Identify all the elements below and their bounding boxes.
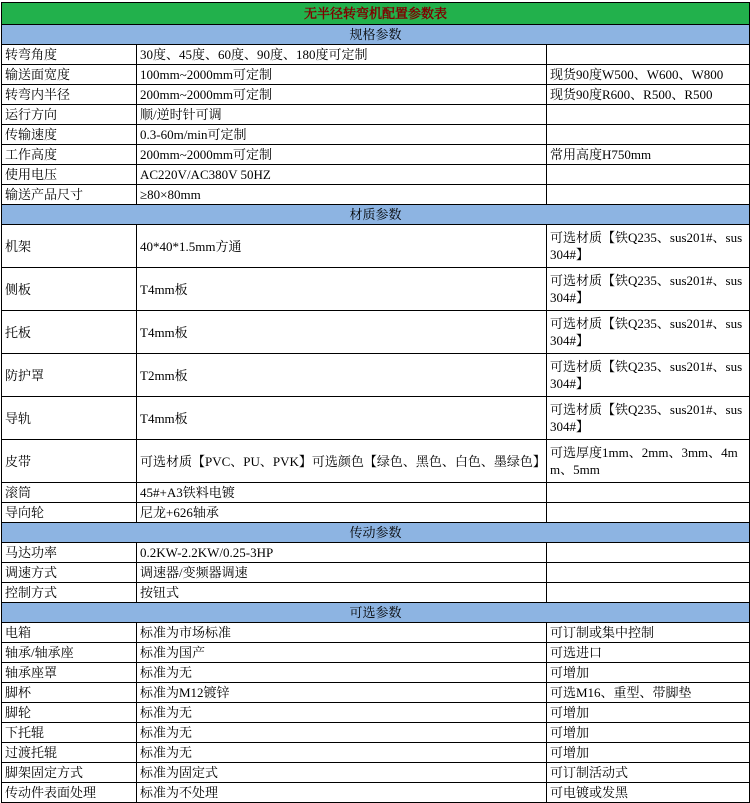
param-value-cell: T4mm板 <box>137 311 547 354</box>
param-note-cell: 可订制或集中控制 <box>547 623 750 643</box>
table-title: 无半径转弯机配置参数表 <box>2 3 750 25</box>
table-row <box>2 483 750 503</box>
param-value-cell: 按钮式 <box>137 583 547 603</box>
param-name-cell: 传输速度 <box>2 125 137 145</box>
param-value-cell: 0.2KW-2.2KW/0.25-3HP <box>137 543 547 563</box>
param-name-cell: 导轨 <box>2 397 137 440</box>
param-note-cell: 可选厚度1mm、2mm、3mm、4mm、5mm <box>547 440 750 483</box>
param-note-cell: 可选M16、重型、带脚垫 <box>547 683 750 703</box>
param-note-cell: 现货90度W500、W600、W800 <box>547 65 750 85</box>
param-note-cell <box>547 483 750 503</box>
param-value-cell: 200mm~2000mm可定制 <box>137 145 547 165</box>
table-row <box>2 683 750 703</box>
table-row <box>2 503 750 523</box>
param-note-cell: 可电镀或发黑 <box>547 783 750 803</box>
param-name-cell: 滚筒 <box>2 483 137 503</box>
param-value-cell: 40*40*1.5mm方通 <box>137 225 547 268</box>
param-name-cell: 托板 <box>2 311 137 354</box>
param-name-cell: 脚杯 <box>2 683 137 703</box>
param-name-cell: 工作高度 <box>2 145 137 165</box>
param-value-cell: 标准为固定式 <box>137 763 547 783</box>
config-table <box>1 2 750 803</box>
table-row <box>2 268 750 311</box>
table-row <box>2 543 750 563</box>
table-row <box>2 440 750 483</box>
param-value-cell: 45#+A3铁料电镀 <box>137 483 547 503</box>
param-note-cell: 可增加 <box>547 723 750 743</box>
param-note-cell <box>547 543 750 563</box>
table-row <box>2 311 750 354</box>
table-row <box>2 105 750 125</box>
table-row <box>2 703 750 723</box>
param-value-cell: 0.3-60m/min可定制 <box>137 125 547 145</box>
table-row <box>2 723 750 743</box>
table-row <box>2 125 750 145</box>
section-header-row <box>2 523 750 543</box>
param-name-cell: 皮带 <box>2 440 137 483</box>
param-value-cell: 标准为国产 <box>137 643 547 663</box>
param-note-cell: 可增加 <box>547 743 750 763</box>
param-value-cell: T2mm板 <box>137 354 547 397</box>
param-note-cell: 可选材质【铁Q235、sus201#、sus304#】 <box>547 354 750 397</box>
param-note-cell <box>547 165 750 185</box>
param-value-cell: 100mm~2000mm可定制 <box>137 65 547 85</box>
table-row <box>2 45 750 65</box>
param-value-cell: 顺/逆时针可调 <box>137 105 547 125</box>
param-name-cell: 导向轮 <box>2 503 137 523</box>
param-name-cell: 脚轮 <box>2 703 137 723</box>
table-row <box>2 623 750 643</box>
param-note-cell: 可增加 <box>547 663 750 683</box>
section-header-row <box>2 25 750 45</box>
param-name-cell: 下托辊 <box>2 723 137 743</box>
param-value-cell: 标准为无 <box>137 663 547 683</box>
table-row <box>2 165 750 185</box>
param-note-cell: 可选材质【铁Q235、sus201#、sus304#】 <box>547 397 750 440</box>
table-row <box>2 663 750 683</box>
table-row <box>2 643 750 663</box>
param-value-cell: 30度、45度、60度、90度、180度可定制 <box>137 45 547 65</box>
param-value-cell: AC220V/AC380V 50HZ <box>137 165 547 185</box>
param-name-cell: 输送面宽度 <box>2 65 137 85</box>
param-value-cell: 可选材质【PVC、PU、PVK】可选颜色【绿色、黑色、白色、墨绿色】 <box>137 440 547 483</box>
section-header: 传动参数 <box>2 523 750 543</box>
param-value-cell: 尼龙+626轴承 <box>137 503 547 523</box>
table-row <box>2 145 750 165</box>
param-note-cell <box>547 125 750 145</box>
param-value-cell: 200mm~2000mm可定制 <box>137 85 547 105</box>
title-row <box>2 3 750 25</box>
param-name-cell: 转弯内半径 <box>2 85 137 105</box>
table-row <box>2 65 750 85</box>
param-value-cell: T4mm板 <box>137 268 547 311</box>
table-row <box>2 783 750 803</box>
table-row <box>2 185 750 205</box>
section-header-row <box>2 603 750 623</box>
param-note-cell: 可选材质【铁Q235、sus201#、sus304#】 <box>547 225 750 268</box>
section-header-row <box>2 205 750 225</box>
table-row <box>2 225 750 268</box>
param-value-cell: 标准为不处理 <box>137 783 547 803</box>
param-note-cell: 可选进口 <box>547 643 750 663</box>
param-name-cell: 轴承座罩 <box>2 663 137 683</box>
param-name-cell: 电箱 <box>2 623 137 643</box>
param-name-cell: 过渡托辊 <box>2 743 137 763</box>
table-row <box>2 354 750 397</box>
table-row <box>2 583 750 603</box>
param-value-cell: 标准为无 <box>137 723 547 743</box>
param-note-cell: 可选材质【铁Q235、sus201#、sus304#】 <box>547 268 750 311</box>
section-header: 可选参数 <box>2 603 750 623</box>
param-name-cell: 运行方向 <box>2 105 137 125</box>
param-note-cell: 可订制活动式 <box>547 763 750 783</box>
param-name-cell: 输送产品尺寸 <box>2 185 137 205</box>
table-row <box>2 85 750 105</box>
section-header: 规格参数 <box>2 25 750 45</box>
param-value-cell: ≥80×80mm <box>137 185 547 205</box>
table-body <box>2 3 750 803</box>
param-value-cell: T4mm板 <box>137 397 547 440</box>
param-note-cell <box>547 45 750 65</box>
param-note-cell <box>547 563 750 583</box>
table-row <box>2 397 750 440</box>
param-note-cell: 可增加 <box>547 703 750 723</box>
param-note-cell: 可选材质【铁Q235、sus201#、sus304#】 <box>547 311 750 354</box>
param-name-cell: 调速方式 <box>2 563 137 583</box>
param-value-cell: 标准为无 <box>137 743 547 763</box>
param-name-cell: 轴承/轴承座 <box>2 643 137 663</box>
param-note-cell <box>547 105 750 125</box>
param-name-cell: 使用电压 <box>2 165 137 185</box>
section-header: 材质参数 <box>2 205 750 225</box>
param-value-cell: 调速器/变频器调速 <box>137 563 547 583</box>
param-name-cell: 转弯角度 <box>2 45 137 65</box>
param-name-cell: 防护罩 <box>2 354 137 397</box>
param-name-cell: 传动件表面处理 <box>2 783 137 803</box>
param-name-cell: 控制方式 <box>2 583 137 603</box>
param-name-cell: 脚架固定方式 <box>2 763 137 783</box>
param-name-cell: 机架 <box>2 225 137 268</box>
param-name-cell: 侧板 <box>2 268 137 311</box>
param-name-cell: 马达功率 <box>2 543 137 563</box>
table-row <box>2 743 750 763</box>
param-note-cell <box>547 583 750 603</box>
param-value-cell: 标准为市场标准 <box>137 623 547 643</box>
table-row <box>2 763 750 783</box>
param-value-cell: 标准为M12镀锌 <box>137 683 547 703</box>
table-row <box>2 563 750 583</box>
param-note-cell: 现货90度R600、R500、R500 <box>547 85 750 105</box>
param-value-cell: 标准为无 <box>137 703 547 723</box>
param-note-cell <box>547 185 750 205</box>
param-note-cell: 常用高度H750mm <box>547 145 750 165</box>
param-note-cell <box>547 503 750 523</box>
